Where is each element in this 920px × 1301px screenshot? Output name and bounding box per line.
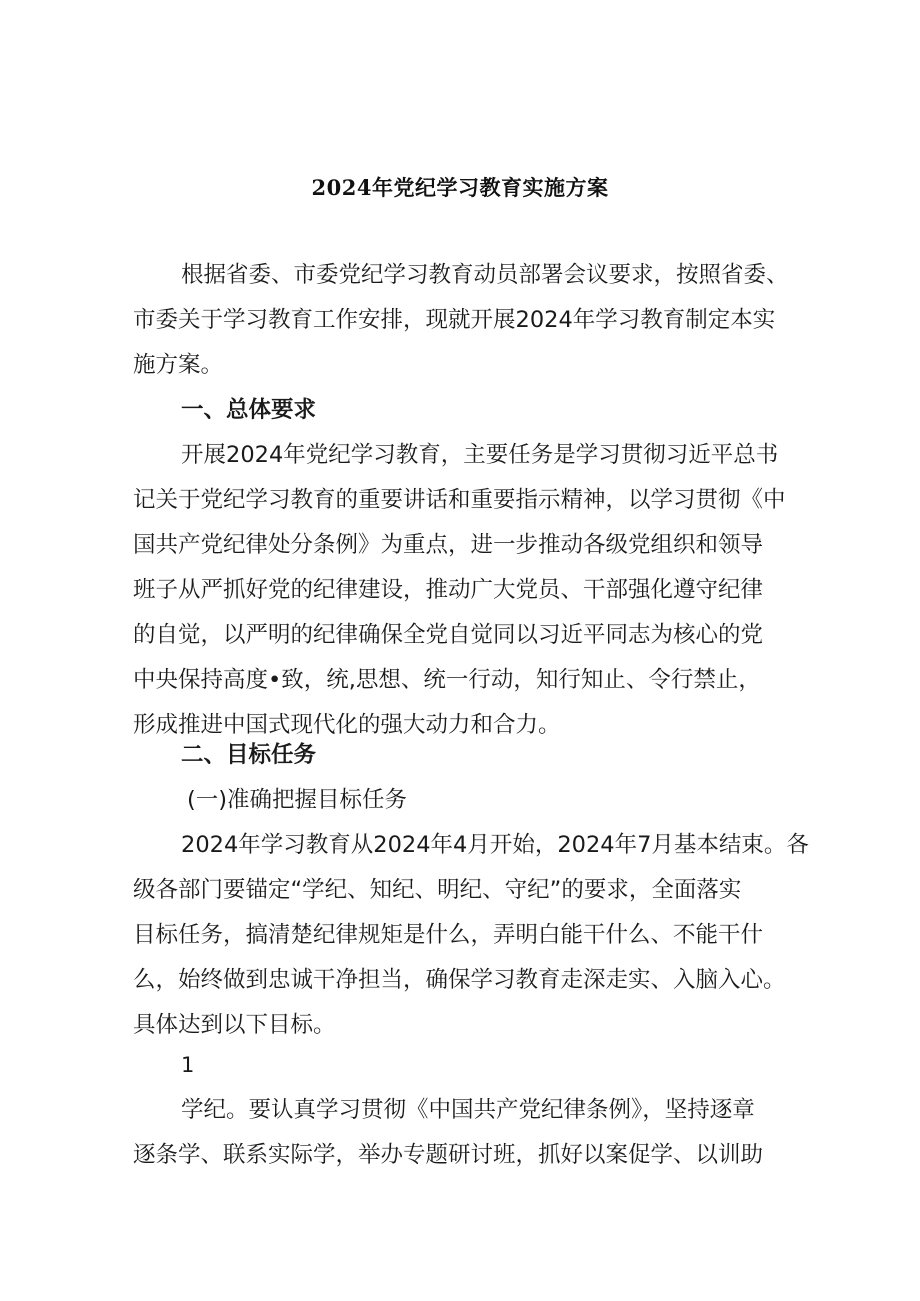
text-line: 目标任务，搞清楚纪律规矩是什么，弄明白能干什么、不能干什 [133, 922, 764, 948]
text-line: 逐条学、联系实际学，举办专题研讨班，抓好以案促学、以训助 [133, 1142, 764, 1168]
text-line: 班子从严抓好党的纪律建设，推动广大党员、干部强化遵守纪律 [133, 577, 764, 603]
paragraph-study-discipline [133, 1088, 798, 1178]
list-number [133, 1043, 798, 1088]
text-line: 2024年学习教育从2024年4月开始，2024年7月基本结束。各 [181, 832, 809, 858]
text-line: 施方案。 [133, 352, 224, 378]
text-line: 国共产党纪律处分条例》为重点，进一步推动各级党组织和领导 [133, 532, 764, 558]
text-line: 记关于党纪学习教育的重要讲话和重要指示精神，以学习贯彻《中 [133, 487, 786, 513]
text-line: 中央保持高度•致，统,思想、统一行动，知行知止、令行禁止， [133, 667, 761, 693]
text-line: 学纪。要认真学习贯彻《中国共产党纪律条例》，坚持逐章 [181, 1097, 755, 1123]
paragraph-target-tasks [133, 823, 809, 1048]
subheading-text: (一)准确把握目标任务 [187, 787, 408, 813]
section-heading-2 [133, 733, 798, 778]
heading-text: 一、总体要求 [181, 397, 317, 423]
text-line: 开展2024年党纪学习教育，主要任务是学习贯彻习近平总书 [181, 442, 779, 468]
text-line: 具体达到以下目标。 [133, 1012, 336, 1038]
heading-text: 二、目标任务 [181, 742, 317, 768]
text-line: 根据省委、市委党纪学习教育动员部署会议要求，按照省委、 [181, 262, 789, 288]
text-line: 级各部门要锚定“学纪、知纪、明纪、守纪”的要求，全面落实 [133, 877, 742, 903]
text-line: 的自觉，以严明的纪律确保全党自觉同以习近平同志为核心的党 [133, 622, 764, 648]
document-title: 2024年党纪学习教育实施方案 [311, 175, 609, 200]
text-line: 形成推进中国式现代化的强大动力和合力。 [133, 712, 561, 738]
text-line: 市委关于学习教育工作安排，现就开展2024年学习教育制定本实 [133, 307, 776, 333]
paragraph-general-requirements [133, 433, 798, 748]
subsection-heading-1 [133, 778, 798, 823]
section-heading-1 [133, 388, 798, 433]
text-line: 么，始终做到忠诚干净担当，确保学习教育走深走实、入脑入心。 [133, 967, 786, 993]
number-text: 1 [181, 1053, 195, 1077]
paragraph-intro [133, 253, 798, 388]
